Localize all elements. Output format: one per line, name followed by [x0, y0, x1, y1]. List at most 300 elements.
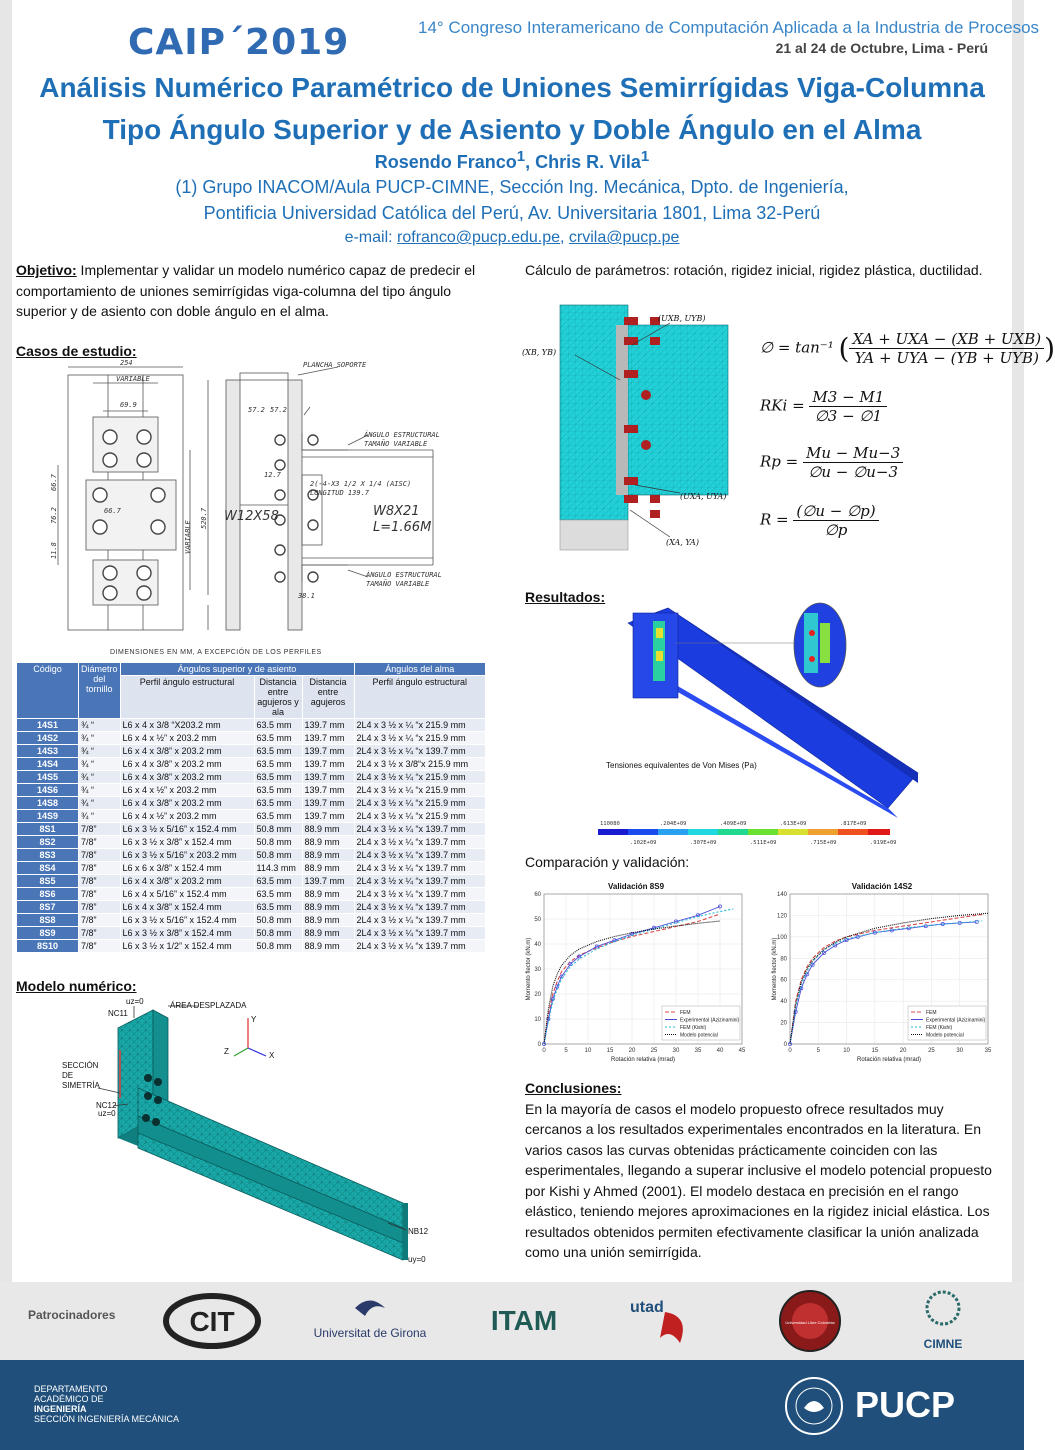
table-cell-b: 139.7 mm: [302, 732, 354, 745]
table-cell-a: 50.8 mm: [254, 914, 302, 927]
table-cell-p: L6 x 4 x 3/8” x 152.4 mm: [120, 901, 254, 914]
table-row: [17, 849, 486, 862]
table-cell-a: 63.5 mm: [254, 901, 302, 914]
table-cell-b: 139.7 mm: [302, 784, 354, 797]
table-row: [17, 732, 486, 745]
legend-entry: Experimental (Azizinamini): [680, 1017, 740, 1024]
table-cell-c: 14S3: [17, 745, 79, 758]
y-tick-label: 80: [780, 956, 787, 963]
affiliation-line-1: (1) Grupo INACOM/Aula PUCP-CIMNE, Sección Ing. Mecánica, Dpto. de Ingeniería,: [175, 177, 849, 197]
y-tick-label: 40: [534, 942, 541, 948]
legend-entry: FEM: [680, 1010, 691, 1016]
sponsors-label: Patrocinadores: [28, 1308, 116, 1322]
dim-69-9: 69.9: [120, 401, 137, 409]
x-tick-label: 5: [816, 1048, 820, 1054]
table-cell-a: 50.8 mm: [254, 927, 302, 940]
dim-520-7: 520.7: [200, 507, 208, 529]
table-cell-b: 88.9 mm: [302, 823, 354, 836]
table-cell-d: 7/8”: [79, 914, 121, 927]
y-tick-label: 20: [534, 992, 541, 998]
model-uz0-top: uz=0: [126, 997, 144, 1006]
colorbar-label: .817E+09: [840, 821, 867, 827]
colorbar-label: .204E+09: [660, 821, 687, 827]
fe-connection-image: [520, 305, 730, 550]
table-cell-d: 7/8”: [79, 862, 121, 875]
numerical-model-image: [58, 998, 458, 1270]
label-w12x58: W12X58: [224, 509, 279, 524]
eq2-frac: [809, 388, 887, 425]
y-tick-label: 40: [780, 999, 787, 1006]
table-cell-a: 63.5 mm: [254, 732, 302, 745]
colorbar-label: 110080: [600, 821, 620, 827]
table-cell-d: ¾ “: [79, 797, 121, 810]
cases-heading: Casos de estudio:: [16, 343, 137, 359]
colorbar-label: .409E+09: [720, 821, 747, 827]
table-cell-w: 2L4 x 3 ½ x ¼ “x 215.9 mm: [354, 732, 485, 745]
model-heading: Modelo numérico:: [16, 978, 137, 994]
label-tamano-2: TAMAÑO VARIABLE: [366, 580, 430, 588]
cases-table: [16, 662, 486, 953]
label-longitud: LONGITUD 139.7: [310, 489, 370, 497]
legend-entry: FEM (Kishi): [926, 1025, 953, 1031]
eq2-num: M3 − M1: [809, 388, 887, 407]
table-cell-b: 88.9 mm: [302, 927, 354, 940]
dept-line-2: ACADÉMICO DE: [34, 1394, 104, 1404]
x-tick-label: 0: [542, 1048, 546, 1054]
table-cell-a: 114.3 mm: [254, 862, 302, 875]
table-cell-w: 2L4 x 3 ½ x ¼ “x 139.7 mm: [354, 745, 485, 758]
dim-variable-2: VARIABLE: [184, 520, 192, 554]
table-cell-w: 2L4 x 3 ½ x ¼ “x 139.7 mm: [354, 927, 485, 940]
objective-text: Implementar y validar un modelo numérico capaz de predecir el comportamiento de uniones semirrígidas viga-columna del tipo ángulo superior y de asiento con doble ángulo en el alma.: [16, 262, 476, 319]
x-tick-label: 10: [843, 1048, 850, 1054]
table-cell-w: 2L4 x 3 ½ x ¼ “x 139.7 mm: [354, 901, 485, 914]
x-tick-label: 35: [694, 1048, 702, 1054]
dim-12-7: 12.7: [264, 471, 281, 479]
table-cell-p: L6 x 3 ½ x 5/16” x 203.2 mm: [120, 849, 254, 862]
table-cell-d: 7/8”: [79, 901, 121, 914]
table-cell-d: ¾ “: [79, 719, 121, 732]
x-tick-label: 25: [928, 1048, 935, 1054]
table-cell-p: L6 x 4 x ½” x 203.2 mm: [120, 784, 254, 797]
model-uz0-bot: uz=0: [98, 1109, 116, 1118]
table-cell-c: 8S8: [17, 914, 79, 927]
label-angulo-2: ÁNGULO ESTRUCTURAL: [366, 571, 442, 579]
table-cell-a: 50.8 mm: [254, 849, 302, 862]
email-link-1[interactable]: rofranco@pucp.edu.pe: [397, 229, 561, 246]
x-tick-label: 20: [899, 1048, 907, 1054]
conclusions-section: [525, 1078, 995, 1263]
th-dist-ala: Distancia entre agujeros y ala: [254, 676, 302, 719]
dept-line-1: DEPARTAMENTO: [34, 1384, 108, 1394]
drawing-caption: DIMENSIONES EN MM, A EXCEPCIÓN DE LOS PERFILES: [110, 649, 322, 656]
objective-heading: Objetivo:: [16, 262, 77, 278]
table-row: [17, 810, 486, 823]
table-cell-b: 88.9 mm: [302, 862, 354, 875]
model-seccion: SECCIÓN: [62, 1061, 99, 1070]
table-cell-d: ¾ “: [79, 771, 121, 784]
table-cell-c: 8S2: [17, 836, 79, 849]
table-row: [17, 836, 486, 849]
y-tick-label: 60: [534, 892, 541, 898]
legend-entry: FEM (Kishi): [680, 1025, 707, 1031]
table-cell-c: 14S4: [17, 758, 79, 771]
table-cell-a: 63.5 mm: [254, 719, 302, 732]
dim-66-7b: 66.7: [104, 507, 121, 515]
x-tick-label: 45: [738, 1048, 746, 1054]
author-1-sup: 1: [516, 148, 526, 165]
column-flange-side: [226, 380, 240, 630]
legend-entry: Modelo potencial: [926, 1032, 964, 1039]
eq3-frac: [803, 444, 903, 481]
table-cell-c: 8S3: [17, 849, 79, 862]
author-2: , Chris R. Vila: [525, 152, 641, 172]
axis-y-label: Y: [251, 1015, 257, 1024]
table-cell-d: ¾ “: [79, 732, 121, 745]
y-axis-label: Momento flector (kN.m): [526, 937, 532, 1001]
author-1: Rosendo Franco: [374, 152, 517, 172]
table-row: [17, 784, 486, 797]
model-nb12: NB12: [408, 1227, 429, 1236]
y-tick-label: 10: [534, 1017, 541, 1023]
colorbar: [598, 829, 890, 835]
sponsor-itam-text: ITAM: [490, 1305, 558, 1336]
table-cell-p: L6 x 3 ½ x 1/2” x 152.4 mm: [120, 940, 254, 953]
connection-drawing: [48, 355, 458, 653]
table-cell-a: 63.5 mm: [254, 888, 302, 901]
label-length: L=1.66M: [373, 520, 432, 535]
table-cell-p: L6 x 6 x 3/8” x 152.4 mm: [120, 862, 254, 875]
email-line: [0, 229, 1024, 247]
table-cell-a: 63.5 mm: [254, 810, 302, 823]
x-tick-label: 0: [788, 1048, 792, 1054]
eq1-num: XA + UXA − (XB + UXB): [849, 330, 1044, 349]
label-w8x21: W8X21: [373, 504, 420, 519]
results-heading: Resultados:: [525, 589, 606, 605]
table-cell-c: 14S1: [17, 719, 79, 732]
table-cell-w: 2L4 x 3 ½ x ¼ “x 215.9 mm: [354, 719, 485, 732]
calc-paragraph: Cálculo de parámetros: rotación, rigidez inicial, rigidez plástica, ductilidad.: [525, 262, 983, 278]
dim-57-2a: 57.2: [248, 406, 265, 414]
department-block: [34, 1384, 179, 1424]
table-cell-c: 14S5: [17, 771, 79, 784]
x-axis-label: Rotación relativa (mrad): [856, 1057, 922, 1063]
chart-title: Validación 8S9: [607, 882, 665, 891]
table-cell-w: 2L4 x 3 ½ x ¼ “x 139.7 mm: [354, 823, 485, 836]
table-cell-d: ¾ “: [79, 810, 121, 823]
table-cell-b: 139.7 mm: [302, 875, 354, 888]
table-cell-a: 63.5 mm: [254, 771, 302, 784]
table-cell-d: ¾ “: [79, 784, 121, 797]
table-cell-w: 2L4 x 3 ½ x ¼ “x 215.9 mm: [354, 810, 485, 823]
colorbar-label: .511E+09: [750, 840, 777, 846]
table-cell-a: 63.5 mm: [254, 784, 302, 797]
congress-dates: 21 al 24 de Octubre, Lima - Perú: [775, 40, 988, 56]
von-mises-image: [598, 603, 928, 853]
table-cell-p: L6 x 4 x 3/8” x 203.2 mm: [120, 758, 254, 771]
table-cell-p: L6 x 4 x ½” x 203.2 mm: [120, 732, 254, 745]
table-cell-c: 8S9: [17, 927, 79, 940]
dim-11-8: 11.8: [50, 542, 58, 559]
label-plancha: PLANCHA SOPORTE: [303, 361, 367, 369]
dim-variable: VARIABLE: [116, 375, 150, 383]
table-cell-w: 2L4 x 3 ½ x 3/8“x 215.9 mm: [354, 758, 485, 771]
y-tick-label: 120: [776, 913, 787, 920]
equation-rp: [760, 444, 903, 481]
colorbar-label: .715E+09: [810, 840, 837, 846]
email-label: e-mail:: [344, 229, 398, 246]
eq1-den: YA + UYA − (YB + UYB): [854, 349, 1039, 367]
label-angulos-alma: 2(-4-X3 1/2 X 1/4 (AISC): [310, 480, 412, 488]
x-axis-label: Rotación relativa (mrad): [610, 1057, 676, 1063]
model-uy0: uy=0: [408, 1255, 426, 1264]
model-simetria: SIMETRÍA: [62, 1081, 100, 1090]
dept-line-3: INGENIERÍA: [34, 1404, 87, 1414]
table-cell-b: 139.7 mm: [302, 810, 354, 823]
x-tick-label: 15: [871, 1048, 879, 1054]
colorbar-label: .102E+09: [630, 840, 657, 846]
congress-name: 14° Congreso Interamericano de Computación Aplicada a la Industria de Procesos: [418, 18, 1040, 37]
table-cell-w: 2L4 x 3 ½ x ¼ “x 139.7 mm: [354, 888, 485, 901]
pucp-logo: PUCP: [855, 1384, 956, 1425]
x-tick-label: 5: [564, 1048, 568, 1054]
sponsor-girona-logo: [314, 1301, 427, 1341]
table-cell-p: L6 x 3 ½ x 3/8” x 152.4 mm: [120, 836, 254, 849]
table-cell-p: L6 x 4 x 3/8” x 203.2 mm: [120, 797, 254, 810]
table-row: [17, 862, 486, 875]
table-cell-c: 8S4: [17, 862, 79, 875]
th-perfil: Perfil ángulo estructural: [120, 676, 254, 719]
table-row: [17, 914, 486, 927]
x-tick-label: 10: [584, 1048, 592, 1054]
table-cell-a: 63.5 mm: [254, 797, 302, 810]
sponsor-cit-text: CIT: [189, 1306, 235, 1337]
table-cell-w: 2L4 x 3 ½ x ¼ “x 139.7 mm: [354, 875, 485, 888]
th-dist-agujeros: Distancia entre agujeros: [302, 676, 354, 719]
axis-x-label: X: [269, 1051, 275, 1060]
table-cell-b: 139.7 mm: [302, 719, 354, 732]
table-cell-a: 50.8 mm: [254, 823, 302, 836]
table-cell-c: 14S8: [17, 797, 79, 810]
table-cell-p: L6 x 3 ½ x 5/16” x 152.4 mm: [120, 823, 254, 836]
fe-label-xa: (XA, YA): [666, 538, 699, 547]
table-cell-a: 63.5 mm: [254, 875, 302, 888]
table-cell-b: 88.9 mm: [302, 901, 354, 914]
pucp-shield-icon: [782, 1370, 846, 1442]
table-cell-a: 63.5 mm: [254, 758, 302, 771]
table-cell-b: 88.9 mm: [302, 836, 354, 849]
th-group-superior: Ángulos superior y de asiento: [120, 663, 354, 676]
eq3-lhs: Rp =: [760, 452, 799, 471]
title-line-2: Tipo Ángulo Superior y de Asiento y Doble Ángulo en el Alma: [102, 114, 922, 145]
x-tick-label: 15: [606, 1048, 614, 1054]
table-cell-a: 50.8 mm: [254, 836, 302, 849]
comparison-heading: Comparación y validación:: [525, 854, 690, 870]
table-cell-d: 7/8”: [79, 823, 121, 836]
table-cell-w: 2L4 x 3 ½ x ¼ “x 139.7 mm: [354, 836, 485, 849]
fe-label-xb: (XB, YB): [522, 348, 557, 357]
table-cell-d: 7/8”: [79, 927, 121, 940]
table-cell-a: 50.8 mm: [254, 940, 302, 953]
y-tick-label: 100: [776, 934, 787, 941]
table-cell-b: 88.9 mm: [302, 849, 354, 862]
eq1-lhs: ∅ = tan⁻¹: [760, 338, 834, 357]
conclusions-heading: Conclusiones:: [525, 1080, 622, 1096]
table-cell-p: L6 x 4 x ½” x 203.2 mm: [120, 810, 254, 823]
table-row: [17, 823, 486, 836]
table-cell-c: 14S2: [17, 732, 79, 745]
colorbar-label: .613E+09: [780, 821, 807, 827]
table-cell-b: 139.7 mm: [302, 745, 354, 758]
table-cell-b: 88.9 mm: [302, 940, 354, 953]
fe-label-uxb: (UXB, UYB): [658, 314, 706, 323]
eq4-den: ∅p: [824, 521, 848, 539]
y-tick-label: 0: [537, 1042, 541, 1048]
dept-line-4: SECCIÓN INGENIERÍA MECÁNICA: [34, 1414, 180, 1424]
cases-table-wrap: [16, 662, 486, 953]
y-tick-label: 0: [783, 1042, 787, 1048]
table-row: [17, 758, 486, 771]
email-sep: ,: [560, 229, 569, 246]
affiliation-line-2: Pontificia Universidad Católica del Perú, Av. Universitaria 1801, Lima 32-Perú: [203, 203, 821, 223]
table-cell-w: 2L4 x 3 ½ x ¼ “x 139.7 mm: [354, 862, 485, 875]
dim-66-7a: 66.7: [50, 474, 58, 491]
table-cell-d: ¾ “: [79, 758, 121, 771]
table-cell-d: ¾ “: [79, 745, 121, 758]
caip-logo: CAIP´2019: [128, 22, 350, 63]
axis-z-label: Z: [224, 1047, 229, 1056]
label-angulo-1: ÁNGULO ESTRUCTURAL: [364, 431, 440, 439]
table-cell-d: 7/8”: [79, 849, 121, 862]
x-tick-label: 30: [956, 1048, 964, 1054]
table-cell-p: L6 x 4 x 3/8” x 203.2 mm: [120, 745, 254, 758]
author-2-sup: 1: [640, 148, 650, 165]
table-cell-c: 14S6: [17, 784, 79, 797]
table-cell-p: L6 x 4 x 3/8” x 203.2 mm: [120, 875, 254, 888]
y-tick-label: 60: [780, 977, 787, 984]
table-cell-p: L6 x 3 ½ x 3/8” x 152.4 mm: [120, 927, 254, 940]
model-nc11: NC11: [108, 1009, 128, 1018]
table-cell-d: 7/8”: [79, 836, 121, 849]
table-row: [17, 797, 486, 810]
table-cell-b: 88.9 mm: [302, 914, 354, 927]
cases-table-body: [17, 719, 486, 953]
sponsor-cit-logo: [166, 1296, 258, 1346]
eq4-num: (∅u − ∅p): [793, 502, 878, 521]
eq2-lhs: RKi =: [760, 396, 805, 415]
table-cell-a: 63.5 mm: [254, 745, 302, 758]
table-cell-c: 14S9: [17, 810, 79, 823]
table-cell-d: 7/8”: [79, 888, 121, 901]
model-nc12: NC12: [96, 1101, 117, 1110]
th-codigo: Código: [17, 663, 79, 719]
table-cell-b: 139.7 mm: [302, 771, 354, 784]
chart-validacion-8s9: [522, 880, 750, 1068]
equation-rotation: ∅ = tan⁻¹ ( $\frac{\text{XA + UXA − (XB + UXB)}}{\text{YA + UYA − (YB + UYB)}}$ ): [760, 330, 1055, 367]
dim-38-1: 38.1: [298, 592, 315, 600]
legend-entry: FEM: [926, 1010, 937, 1016]
table-cell-c: 8S1: [17, 823, 79, 836]
chart-title: Validación 14S2: [851, 882, 913, 891]
von-mises-caption: Tensiones equivalentes de Von Mises (Pa): [606, 761, 757, 770]
eq3-num: Mu − Mu−3: [803, 444, 903, 463]
table-cell-p: L6 x 4 x 3/8” x 203.2 mm: [120, 771, 254, 784]
th-perfil-alma: Perfil ángulo estructural: [354, 676, 485, 719]
table-cell-w: 2L4 x 3 ½ x ¼ “x 139.7 mm: [354, 940, 485, 953]
colorbar-label: .919E+09: [870, 840, 897, 846]
x-tick-label: 35: [984, 1048, 992, 1054]
table-cell-c: 8S7: [17, 901, 79, 914]
model-de: DE: [62, 1071, 74, 1080]
equation-rki: [760, 388, 887, 425]
model-area: ÁREA DESPLAZADA: [170, 1001, 247, 1010]
title-line-1: Análisis Numérico Paramétrico de Uniones Semirrígidas Viga-Columna: [39, 72, 985, 103]
table-cell-w: 2L4 x 3 ½ x ¼ “x 139.7 mm: [354, 914, 485, 927]
fe-label-uxa: (UXA, UYA): [680, 492, 727, 501]
table-cell-p: L6 x 4 x 3/8 “X203.2 mm: [120, 719, 254, 732]
table-row: [17, 888, 486, 901]
email-link-2[interactable]: crvila@pucp.pe: [568, 229, 680, 246]
table-row: [17, 927, 486, 940]
table-row: [17, 940, 486, 953]
conclusions-text: En la mayoría de casos el modelo propuesto ofrece resultados muy cercanos a los resultados experimentales encontrados en la literatura. En varios casos las curvas obtenidas prácticamente coinciden con las esperimentales, llegando a superar inclusive el modelo potencial propuesto por Kishi y Ahmed (2001). El modelo destaca en precisión en el rango elástico, teniendo mejores aproximaciones en la rigidez inicial elástica. Los resultados obtenidos permiten efectivamente clasificar la unión analizada como una unión semirrígida.: [525, 1100, 992, 1260]
sponsor-cimne-logo: [924, 1292, 963, 1351]
table-cell-c: 8S5: [17, 875, 79, 888]
table-cell-b: 139.7 mm: [302, 797, 354, 810]
x-tick-label: 40: [716, 1048, 724, 1054]
table-cell-w: 2L4 x 3 ½ x ¼ “x 215.9 mm: [354, 784, 485, 797]
y-axis-label: Momento flector (kN.m): [772, 937, 778, 1001]
chart-validacion-14s2: [768, 880, 996, 1068]
table-cell-w: 2L4 x 3 ½ x ¼ “x 215.9 mm: [354, 797, 485, 810]
x-tick-label: 25: [650, 1048, 658, 1054]
table-cell-d: 7/8”: [79, 940, 121, 953]
table-row: [17, 771, 486, 784]
sponsor-utad-text: utad: [630, 1299, 664, 1316]
eq1-frac: [849, 330, 1044, 367]
equation-r: [760, 502, 879, 539]
y-tick-label: 50: [534, 917, 541, 923]
table-row: [17, 719, 486, 732]
y-tick-label: 20: [780, 1020, 787, 1027]
table-cell-w: 2L4 x 3 ½ x ¼ “x 139.7 mm: [354, 849, 485, 862]
colorbar-label: .307E+09: [690, 840, 717, 846]
table-cell-c: 8S6: [17, 888, 79, 901]
eq2-den: ∅3 − ∅1: [814, 407, 883, 425]
table-cell-c: 8S10: [17, 940, 79, 953]
x-tick-label: 20: [628, 1048, 636, 1054]
table-cell-p: L6 x 3 ½ x 5/16” x 152.4 mm: [120, 914, 254, 927]
eq4-frac: [793, 502, 878, 539]
sponsor-girona-text: Universitat de Girona: [313, 1326, 427, 1340]
label-tamano-1: TAMAÑO VARIABLE: [364, 440, 428, 448]
th-diametro: Diámetro del tornillo: [79, 663, 121, 719]
sponsor-libre-logo: [780, 1291, 840, 1351]
authors: [0, 148, 1024, 173]
legend-entry: Experimental (Azizinamini): [926, 1017, 986, 1024]
objective-paragraph: [16, 260, 486, 322]
table-row: [17, 745, 486, 758]
y-tick-label: 30: [534, 967, 541, 973]
eq3-den: ∅u − ∅u−3: [808, 463, 898, 481]
table-cell-w: 2L4 x 3 ½ x ¼ “x 215.9 mm: [354, 771, 485, 784]
table-row: [17, 901, 486, 914]
y-tick-label: 140: [776, 892, 787, 898]
x-tick-label: 30: [672, 1048, 680, 1054]
table-cell-p: L6 x 4 x 5/16” x 152.4 mm: [120, 888, 254, 901]
dim-254: 254: [120, 359, 133, 367]
table-row: [17, 875, 486, 888]
